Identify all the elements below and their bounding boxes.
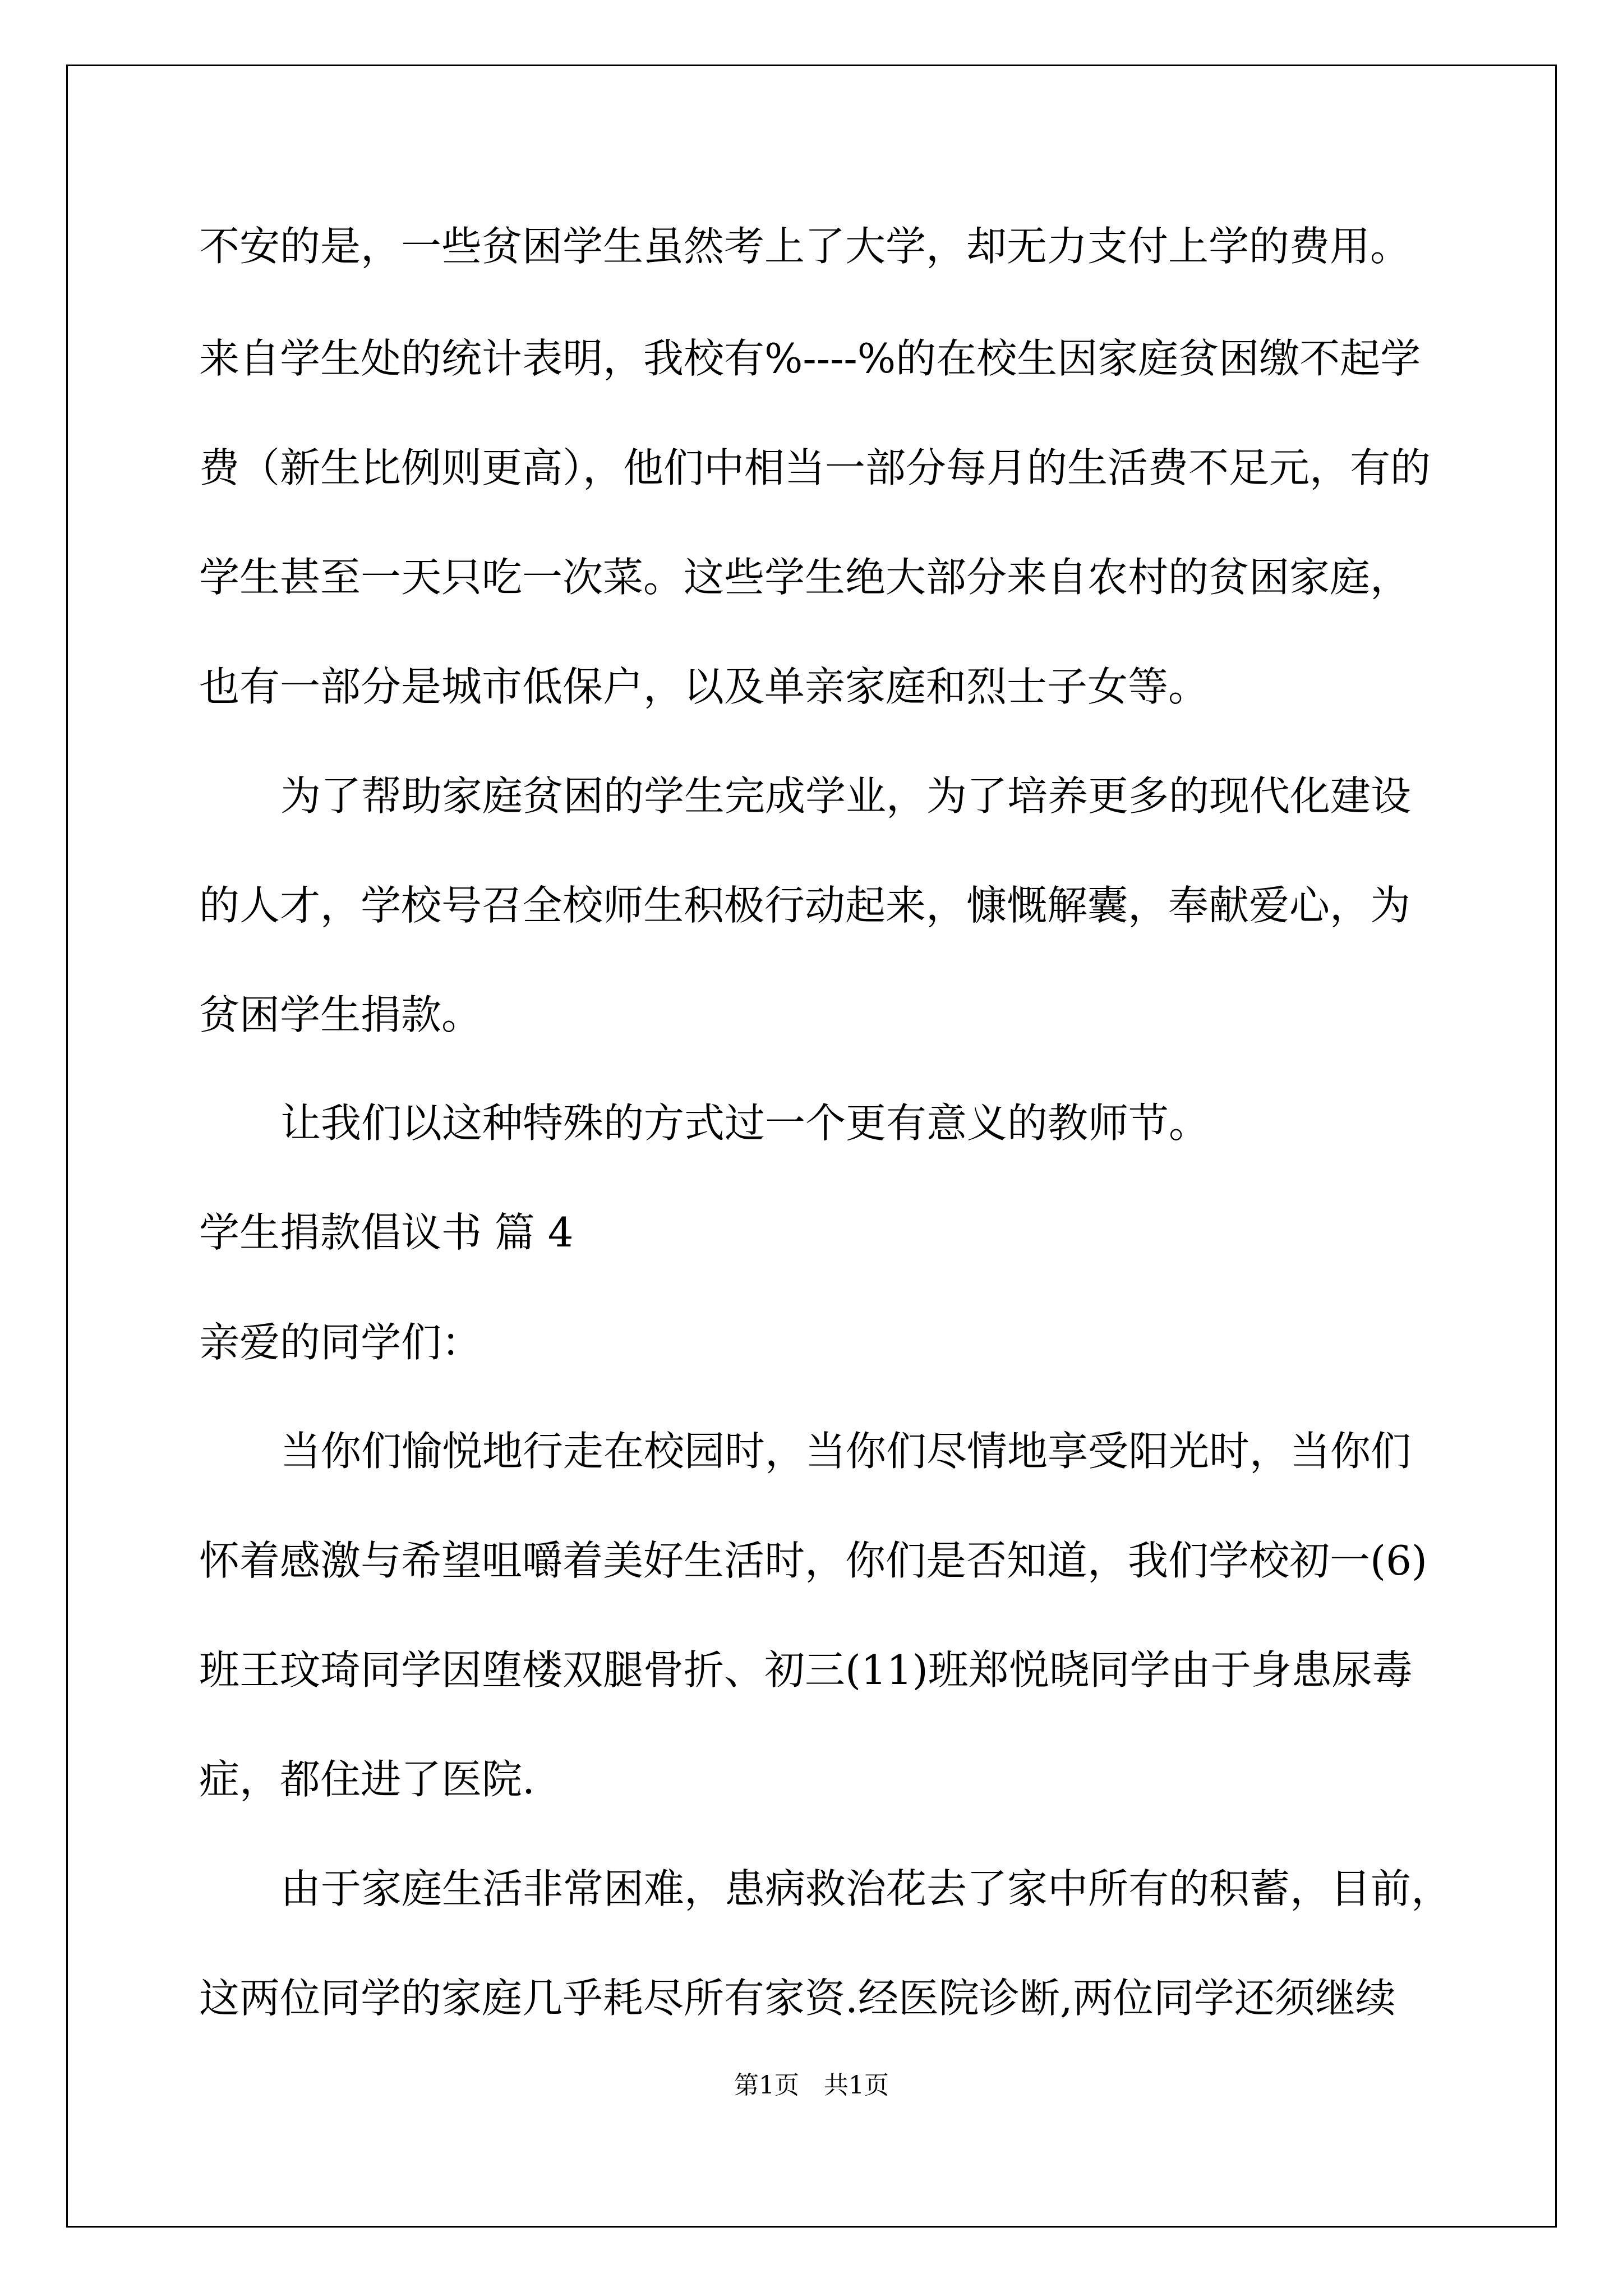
body-line: 这两位同学的家庭几乎耗尽所有家资.经医院诊断,两位同学还须继续 [199,1975,1396,2022]
body-line: 学生甚至一天只吃一次菜。这些学生绝大部分来自农村的贫困家庭， [199,554,1411,601]
body-line: 怀着感激与希望咀嚼着美好生活时，你们是否知道，我们学校初一(6) [199,1537,1427,1584]
body-line: 贫困学生捐款。 [199,991,482,1038]
paragraph-start-line: 由于家庭生活非常困难，患病救治花去了家中所有的积蓄，目前， [280,1865,1452,1912]
body-line: 班王玟琦同学因堕楼双腿骨折、初三(11)班郑悦晓同学由于身患尿毒 [199,1646,1413,1694]
body-line: 症，都住进了医院. [199,1756,535,1803]
body-line: 也有一部分是城市低保户，以及单亲家庭和烈士子女等。 [199,663,1209,710]
paragraph-start-line: 当你们愉悦地行走在校园时，当你们尽情地享受阳光时，当你们 [280,1428,1412,1475]
paragraph-start-line: 让我们以这种特殊的方式过一个更有意义的教师节。 [280,1099,1210,1147]
salutation: 亲爱的同学们： [199,1319,482,1366]
paragraph-start-line: 为了帮助家庭贫困的学生完成学业，为了培养更多的现代化建设 [280,772,1412,820]
body-line: 费（新生比例则更高），他们中相当一部分每月的生活费不足元，有的 [199,444,1431,491]
body-line: 来自学生处的统计表明，我校有%----%的在校生因家庭贫困缴不起学 [199,335,1421,382]
page-number-footer: 第1页 共1页 [734,2071,889,2100]
section-heading: 学生捐款倡议书 篇 4 [199,1209,574,1256]
body-line: 的人才，学校号召全校师生积极行动起来，慷慨解囊，奉献爱心，为 [199,882,1411,929]
body-line: 不安的是，一些贫困学生虽然考上了大学，却无力支付上学的费用。 [199,223,1411,270]
